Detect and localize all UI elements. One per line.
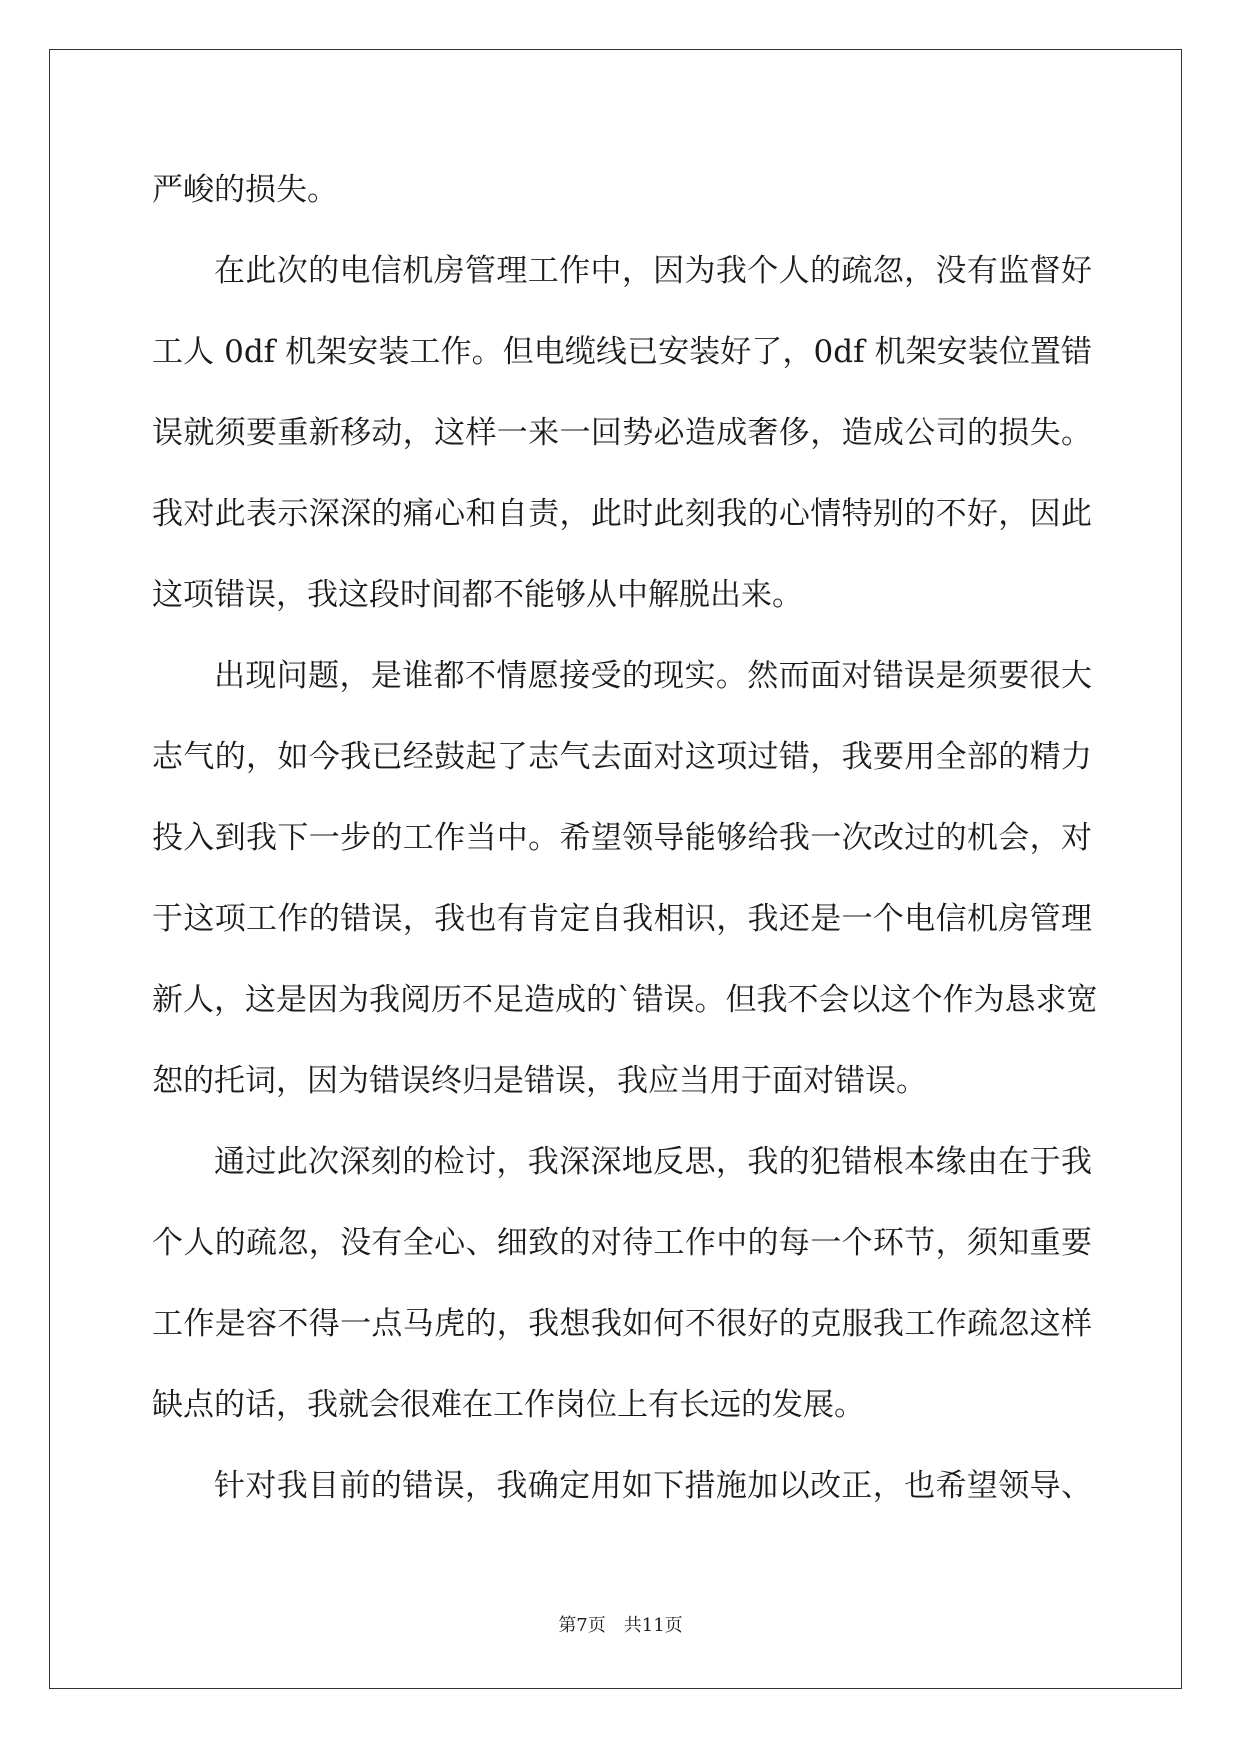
text-line: 志气的，如今我已经鼓起了志气去面对这项过错，我要用全部的精力 — [152, 739, 1092, 775]
text-line: 这项错误，我这段时间都不能够从中解脱出来。 — [152, 577, 803, 613]
text-line: 恕的托词，因为错误终归是错误，我应当用于面对错误。 — [152, 1063, 927, 1099]
text-line: 在此次的电信机房管理工作中，因为我个人的疏忽，没有监督好 — [214, 253, 1092, 289]
text-line: 于这项工作的错误，我也有肯定自我相识，我还是一个电信机房管理 — [152, 901, 1092, 937]
page-number: 第7页 — [558, 1615, 606, 1636]
text-line: 个人的疏忽，没有全心、细致的对待工作中的每一个环节，须知重要 — [152, 1225, 1092, 1261]
text-line: 新人，这是因为我阅历不足造成的`错误。但我不会以这个作为恳求宽 — [152, 982, 1098, 1018]
page-total: 共11页 — [623, 1615, 683, 1636]
document-body — [152, 160, 1098, 1537]
text-line: 针对我目前的错误，我确定用如下措施加以改正，也希望领导、 — [214, 1468, 1092, 1504]
text-line: 我对此表示深深的痛心和自责，此时此刻我的心情特别的不好，因此 — [152, 496, 1092, 532]
text-line: 出现问题，是谁都不情愿接受的现实。然而面对错误是须要很大 — [214, 658, 1092, 694]
text-line: 工人 0df 机架安装工作。但电缆线已安装好了，0df 机架安装位置错 — [152, 334, 1092, 370]
text-line: 严峻的损失。 — [152, 172, 338, 208]
text-line: 通过此次深刻的检讨，我深深地反思，我的犯错根本缘由在于我 — [214, 1144, 1092, 1180]
text-line: 缺点的话，我就会很难在工作岗位上有长远的发展。 — [152, 1387, 865, 1423]
text-line: 工作是容不得一点马虎的，我想我如何不很好的克服我工作疏忽这样 — [152, 1306, 1092, 1342]
text-line: 误就须要重新移动，这样一来一回势必造成奢侈，造成公司的损失。 — [152, 415, 1092, 451]
page-footer — [0, 1611, 1241, 1637]
text-line: 投入到我下一步的工作当中。希望领导能够给我一次改过的机会，对 — [152, 820, 1092, 856]
